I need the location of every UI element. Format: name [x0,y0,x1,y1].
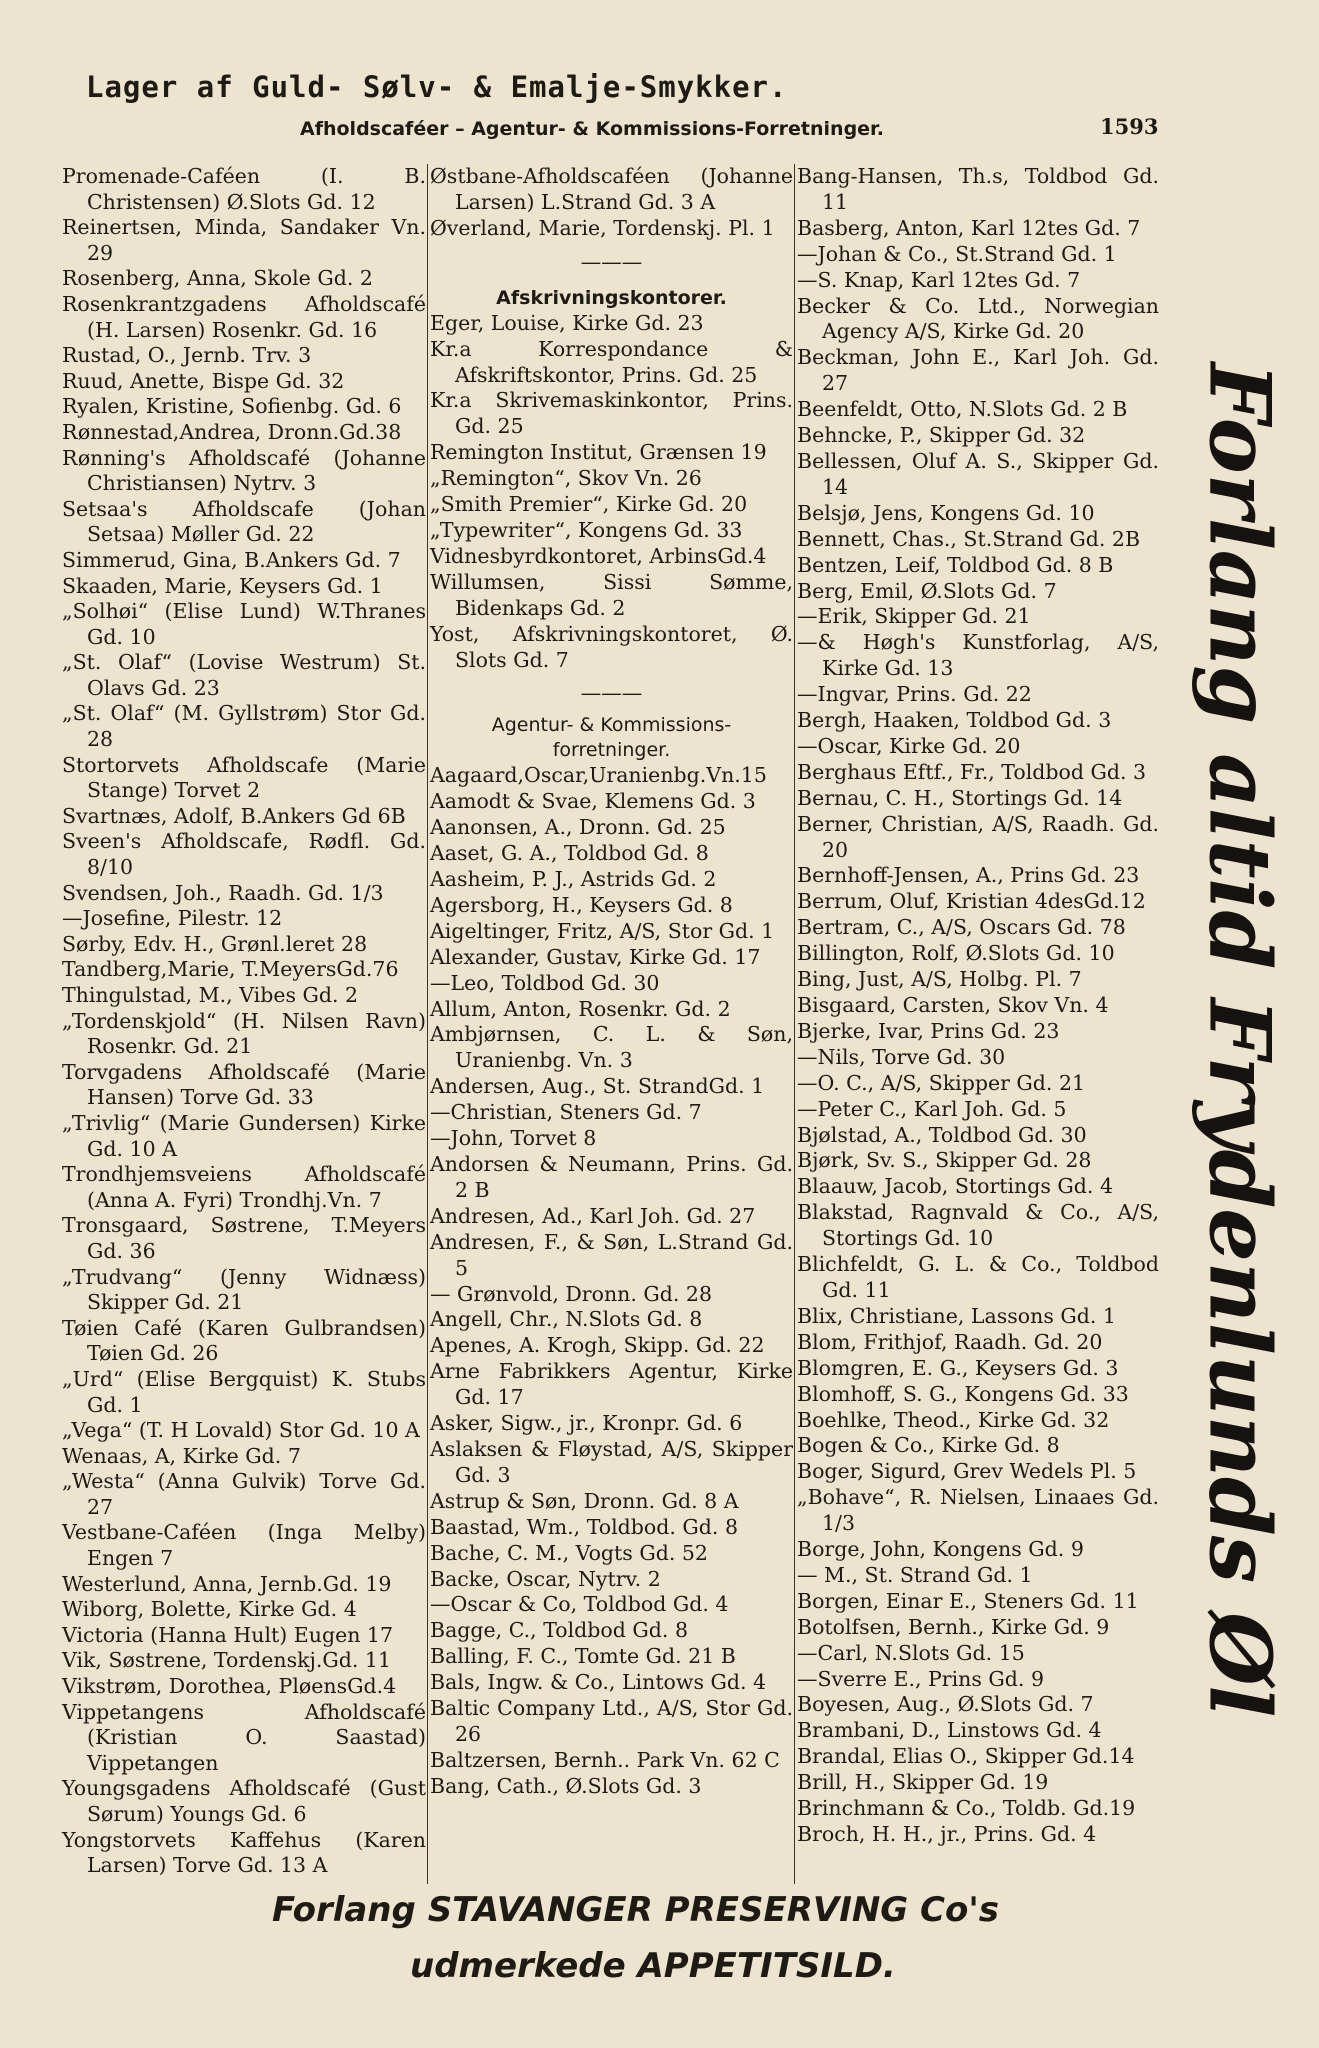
section-heading-agentur: Agentur- & Kommissions- [491,714,732,737]
directory-entry: —Sverre E., Prins Gd. 9 [797,1666,1044,1691]
directory-entry: Baltzersen, Bernh.. Park Vn. 62 C [430,1747,780,1772]
directory-entry: Bang, Cath., Ø.Slots Gd. 3 [430,1773,702,1798]
directory-entry: Rustad, O., Jernb. Trv. 3 [62,343,312,368]
directory-column-1 [62,164,426,1879]
section-divider: ——— [580,249,643,274]
directory-entry: Aasheim, P. J., Astrids Gd. 2 [430,867,717,892]
directory-entry: Blichfeldt, G. L. & Co., Toldbod Gd. 11 [797,1252,1159,1302]
directory-entry: Blaauw, Jacob, Stortings Gd. 4 [797,1174,1113,1199]
page-number: 1593 [1100,114,1159,139]
directory-entry: Yost, Afskrivningskontoret, Ø. Slots Gd. 7 [430,621,793,672]
section-heading-agentur-2: forretninger. [552,739,671,762]
directory-entry: —S. Knap, Karl 12tes Gd. 7 [797,267,1081,292]
directory-entry: Andresen, F., & Søn, L.Strand Gd. 5 [430,1229,793,1280]
directory-entry: „Urd“ (Elise Bergquist) K. Stubs Gd. 1 [62,1366,426,1417]
directory-entry: Bang-Hansen, Th.s, Toldbod Gd. 11 [797,164,1159,214]
directory-entry: Bjølstad, A., Toldbod Gd. 30 [797,1122,1087,1147]
directory-entry: Blomhoff, S. G., Kongens Gd. 33 [797,1381,1129,1406]
directory-entry: Alexander, Gustav, Kirke Gd. 17 [430,944,761,969]
directory-entry: „Tordenskjold“ (H. Nilsen Ravn) Rosenkr. Gd. 21 [62,1008,426,1059]
directory-entry: Wenaas, A, Kirke Gd. 7 [62,1443,301,1468]
footer-advertisement-line-2: udmerkede APPETITSILD. [410,1946,896,1986]
directory-entry: Bjørk, Sv. S., Skipper Gd. 28 [797,1148,1092,1173]
directory-entry: Yongstorvets Kaffehus (Karen Larsen) Torve Gd. 13 A [62,1827,426,1878]
directory-entry: —Christian, Steners Gd. 7 [430,1100,702,1125]
directory-entry: Bergh, Haaken, Toldbod Gd. 3 [797,708,1112,733]
directory-entry: — Grønvold, Dronn. Gd. 28 [430,1281,713,1306]
directory-entry: Boger, Sigurd, Grev Wedels Pl. 5 [797,1459,1137,1484]
directory-entry: „Bohave“, R. Nielsen, Linaaes Gd. 1/3 [797,1485,1159,1536]
directory-entry: Ryalen, Kristine, Sofienbg. Gd. 6 [62,394,402,419]
directory-entry: Sørby, Edv. H., Grønl.leret 28 [62,931,368,956]
directory-entry: Stortorvets Afholdscafe (Marie Stange) Torvet 2 [62,752,426,803]
directory-entry: —Johan & Co., St.Strand Gd. 1 [797,241,1117,266]
directory-entry: Sveen's Afholdscafe, Rødfl. Gd. 8/10 [62,829,426,880]
directory-entry: Blix, Christiane, Lassons Gd. 1 [797,1303,1116,1328]
directory-entry: Skaaden, Marie, Keysers Gd. 1 [62,573,383,598]
page-header-subtitle: Afholdscaféer – Agentur- & Kommissions-Forretninger. [300,118,884,140]
directory-entry: Trondhjemsveiens Afholdscafé (Anna A. Fyri) Trondhj.Vn. 7 [62,1162,426,1212]
directory-entry: Asker, Sigw., jr., Kronpr. Gd. 6 [430,1411,743,1436]
directory-entry: —John, Torvet 8 [430,1126,597,1151]
directory-entry: —Leo, Toldbod Gd. 30 [430,970,660,995]
directory-entry: —& Høgh's Kunstforlag, A/S, Kirke Gd. 13 [797,630,1159,681]
directory-entry: Borge, John, Kongens Gd. 9 [797,1537,1084,1562]
directory-entry: Bogen & Co., Kirke Gd. 8 [797,1433,1060,1458]
directory-entry: Astrup & Søn, Dronn. Gd. 8 A [430,1488,739,1513]
directory-entry: Rosenkrantzgadens Afholdscafé (H. Larsen) Rosenkr. Gd. 16 [62,291,426,342]
directory-entry: Balling, F. C., Tomte Gd. 21 B [430,1644,736,1669]
directory-entry: Thingulstad, M., Vibes Gd. 2 [62,983,359,1007]
directory-entry: Bjerke, Ivar, Prins Gd. 23 [797,1018,1060,1043]
directory-entry: Bache, C. M., Vogts Gd. 52 [430,1540,708,1565]
page-header-title: Lager af Guld- Sølv- & Emalje-Smykker. [86,70,788,104]
directory-entry: Bernau, C. H., Stortings Gd. 14 [797,785,1123,810]
directory-entry: Kr.a Korrespondance & Afskriftskontor, Prins. Gd. 25 [430,336,793,387]
directory-entry: Borgen, Einar E., Steners Gd. 11 [797,1588,1139,1613]
directory-entry: Brandal, Elias O., Skipper Gd.14 [797,1744,1135,1769]
directory-entry: Boehlke, Theod., Kirke Gd. 32 [797,1407,1110,1432]
directory-entry: Berghaus Eftf., Fr., Toldbod Gd. 3 [797,759,1147,784]
directory-entry: —Erik, Skipper Gd. 21 [797,604,1031,629]
directory-entry: Kr.a Skrivemaskinkontor, Prins. Gd. 25 [430,388,793,439]
directory-entry: Bentzen, Leif, Toldbod Gd. 8 B [797,552,1114,577]
directory-entry: „Westa“ (Anna Gulvik) Torve Gd. 27 [62,1469,426,1519]
directory-entry: Backe, Oscar, Nytrv. 2 [430,1566,661,1591]
directory-entry: Beenfeldt, Otto, N.Slots Gd. 2 B [797,397,1128,422]
directory-entry: „St. Olaf“ (Lovise Westrum) St. Olavs Gd. 23 [62,650,426,700]
directory-entry: Westerlund, Anna, Jernb.Gd. 19 [62,1571,392,1596]
directory-entry: Promenade-Caféen (I. B. Christensen) Ø.Slots Gd. 12 [62,164,426,214]
directory-entry: Beckman, John E., Karl Joh. Gd. 27 [797,345,1159,396]
directory-entry: Øverland, Marie, Tordenskj. Pl. 1 [430,215,775,240]
directory-entry: Eger, Louise, Kirke Gd. 23 [430,310,704,335]
directory-entry: Torvgadens Afholdscafé (Marie Hansen) Torve Gd. 33 [62,1059,426,1110]
directory-entry: Botolfsen, Bernh., Kirke Gd. 9 [797,1614,1110,1639]
directory-entry: Vestbane-Caféen (Inga Melby) Engen 7 [62,1520,426,1571]
directory-entry: Tronsgaard, Søstrene, T.Meyers Gd. 36 [62,1213,426,1263]
directory-entry: Tøien Café (Karen Gulbrandsen) Tøien Gd. 26 [62,1315,426,1366]
directory-entry: Aanonsen, A., Dronn. Gd. 25 [430,815,726,840]
section-divider: ——— [580,681,643,706]
directory-entry: Berg, Emil, Ø.Slots Gd. 7 [797,578,1057,603]
directory-entry: Brill, H., Skipper Gd. 19 [797,1770,1049,1795]
directory-entry: Simmerud, Gina, B.Ankers Gd. 7 [62,547,401,572]
directory-entry: Vikstrøm, Dorothea, PløensGd.4 [62,1674,397,1699]
directory-entry: Østbane-Afholdscaféen (Johanne Larsen) L.Strand Gd. 3 A [430,164,793,214]
directory-entry: Broch, H. H., jr., Prins. Gd. 4 [797,1822,1097,1846]
directory-entry: Basberg, Anton, Karl 12tes Gd. 7 [797,215,1141,240]
directory-entry: Bisgaard, Carsten, Skov Vn. 4 [797,993,1109,1017]
directory-entry: „Trivlig“ (Marie Gundersen) Kirke Gd. 10 A [62,1110,426,1161]
directory-entry: Boyesen, Aug., Ø.Slots Gd. 7 [797,1692,1094,1717]
directory-entry: Svartnæs, Adolf, B.Ankers Gd 6B [62,803,406,828]
column-divider-left [427,164,428,1884]
directory-entry: —O. C., A/S, Skipper Gd. 21 [797,1070,1086,1095]
directory-entry: Aaset, G. A., Toldbod Gd. 8 [430,841,709,866]
directory-entry: Aslaksen & Fløystad, A/S, Skipper Gd. 3 [430,1436,793,1487]
directory-entry: Andersen, Aug., St. StrandGd. 1 [430,1074,765,1099]
directory-entry: Andresen, Ad., Karl Joh. Gd. 27 [430,1203,756,1228]
directory-entry: „Trudvang“ (Jenny Widnæss) Skipper Gd. 21 [62,1264,426,1315]
directory-entry: Berner, Christian, A/S, Raadh. Gd. 20 [797,811,1159,862]
directory-entry: Blom, Frithjof, Raadh. Gd. 20 [797,1329,1103,1354]
directory-entry: Bals, Ingw. & Co., Lintows Gd. 4 [430,1670,767,1695]
directory-entry: „Smith Premier“, Kirke Gd. 20 [430,492,748,517]
directory-column-3 [797,164,1159,1848]
directory-entry: —Carl, N.Slots Gd. 15 [797,1640,1025,1665]
directory-entry: Brambani, D., Linstows Gd. 4 [797,1718,1102,1743]
directory-entry: Bernhoff-Jensen, A., Prins Gd. 23 [797,863,1140,888]
directory-entry: Becker & Co. Ltd., Norwegian Agency A/S, Kirke Gd. 20 [797,293,1159,344]
directory-entry: Setsaa's Afholdscafe (Johan Setsaa) Møller Gd. 22 [62,496,426,547]
directory-entry: Bagge, C., Toldbod Gd. 8 [430,1618,688,1643]
directory-entry: Reinertsen, Minda, Sandaker Vn. 29 [62,215,426,265]
directory-entry: —Josefine, Pilestr. 12 [62,906,283,931]
directory-entry: Aamodt & Svae, Klemens Gd. 3 [430,789,756,814]
directory-entry: —Peter C., Karl Joh. Gd. 5 [797,1096,1067,1121]
directory-entry: „Remington“, Skov Vn. 26 [430,466,702,491]
directory-entry: Aigeltinger, Fritz, A/S, Stor Gd. 1 [430,918,775,943]
side-advertisement: Forlang altid Frydenlunds Øl [1190,362,1290,1718]
directory-entry: Vippetangens Afholdscafé (Kristian O. Saastad) Vippetangen [62,1699,426,1775]
directory-entry: Vidnesbyrdkontoret, ArbinsGd.4 [430,543,767,568]
directory-entry: „St. Olaf“ (M. Gyllstrøm) Stor Gd. 28 [62,701,426,752]
directory-entry: Youngsgadens Afholdscafé (Gust Sørum) Youngs Gd. 6 [62,1776,426,1826]
directory-entry: Willumsen, Sissi Sømme, Bidenkaps Gd. 2 [430,569,793,620]
directory-entry: Bertram, C., A/S, Oscars Gd. 78 [797,915,1126,940]
directory-entry: Wiborg, Bolette, Kirke Gd. 4 [62,1597,357,1622]
directory-entry: Allum, Anton, Rosenkr. Gd. 2 [430,996,731,1021]
directory-entry: „Vega“ (T. H Lovald) Stor Gd. 10 A [62,1418,420,1443]
directory-entry: Behncke, P., Skipper Gd. 32 [797,423,1086,448]
directory-entry: —Oscar, Kirke Gd. 20 [797,733,1021,758]
directory-entry: „Solhøi“ (Elise Lund) W.Thranes Gd. 10 [62,599,426,649]
directory-entry: — M., St. Strand Gd. 1 [797,1562,1033,1587]
directory-column-2 [430,164,793,1800]
footer-advertisement-line-1: Forlang STAVANGER PRESERVING Co's [272,1890,999,1930]
directory-entry: Bing, Just, A/S, Holbg. Pl. 7 [797,967,1082,992]
directory-entry: —Ingvar, Prins. Gd. 22 [797,682,1032,707]
directory-entry: Victoria (Hanna Hult) Eugen 17 [62,1622,394,1647]
directory-entry: —Oscar & Co, Toldbod Gd. 4 [430,1592,729,1617]
directory-entry: Arne Fabrikkers Agentur, Kirke Gd. 17 [430,1359,793,1410]
directory-entry: „Typewriter“, Kongens Gd. 33 [430,517,743,542]
directory-entry: Rønnestad,Andrea, Dronn.Gd.38 [62,419,402,444]
directory-entry: Blomgren, E. G., Keysers Gd. 3 [797,1355,1119,1380]
directory-entry: Brinchmann & Co., Toldb. Gd.19 [797,1796,1136,1821]
directory-entry: Svendsen, Joh., Raadh. Gd. 1/3 [62,880,384,905]
directory-entry: Berrum, Oluf, Kristian 4desGd.12 [797,889,1146,914]
directory-entry: Bellessen, Oluf A. S., Skipper Gd. 14 [797,448,1159,499]
directory-entry: Baltic Company Ltd., A/S, Stor Gd. 26 [430,1696,793,1746]
directory-entry: —Nils, Torve Gd. 30 [797,1044,1006,1069]
directory-entry: Aagaard,Oscar,Uranienbg.Vn.15 [430,763,767,788]
column-divider-right [794,164,795,1884]
directory-entry: Remington Institut, Grænsen 19 [430,440,767,465]
directory-entry: Ambjørnsen, C. L. & Søn, Uranienbg. Vn. 3 [430,1022,793,1073]
directory-entry: Blakstad, Ragnvald & Co., A/S, Stortings Gd. 10 [797,1200,1159,1251]
directory-entry: Ruud, Anette, Bispe Gd. 32 [62,368,345,393]
directory-entry: Bennett, Chas., St.Strand Gd. 2B [797,526,1141,551]
directory-entry: Rosenberg, Anna, Skole Gd. 2 [62,266,373,291]
directory-entry: Apenes, A. Krogh, Skipp. Gd. 22 [430,1333,765,1358]
directory-entry: Vik, Søstrene, Tordenskj.Gd. 11 [62,1648,392,1673]
directory-entry: Baastad, Wm., Toldbod. Gd. 8 [430,1514,739,1539]
directory-entry: Belsjø, Jens, Kongens Gd. 10 [797,500,1095,525]
directory-entry: Tandberg,Marie, T.MeyersGd.76 [62,957,399,982]
directory-entry: Angell, Chr., N.Slots Gd. 8 [430,1307,703,1332]
directory-entry: Agersborg, H., Keysers Gd. 8 [430,892,733,917]
section-heading-afskrivning: Afskrivningskontorer. [496,286,727,309]
directory-entry: Billington, Rolf, Ø.Slots Gd. 10 [797,941,1115,966]
directory-entry: Andorsen & Neumann, Prins. Gd. 2 B [430,1152,793,1202]
directory-entry: Rønning's Afholdscafé (Johanne Christiansen) Nytrv. 3 [62,445,426,496]
